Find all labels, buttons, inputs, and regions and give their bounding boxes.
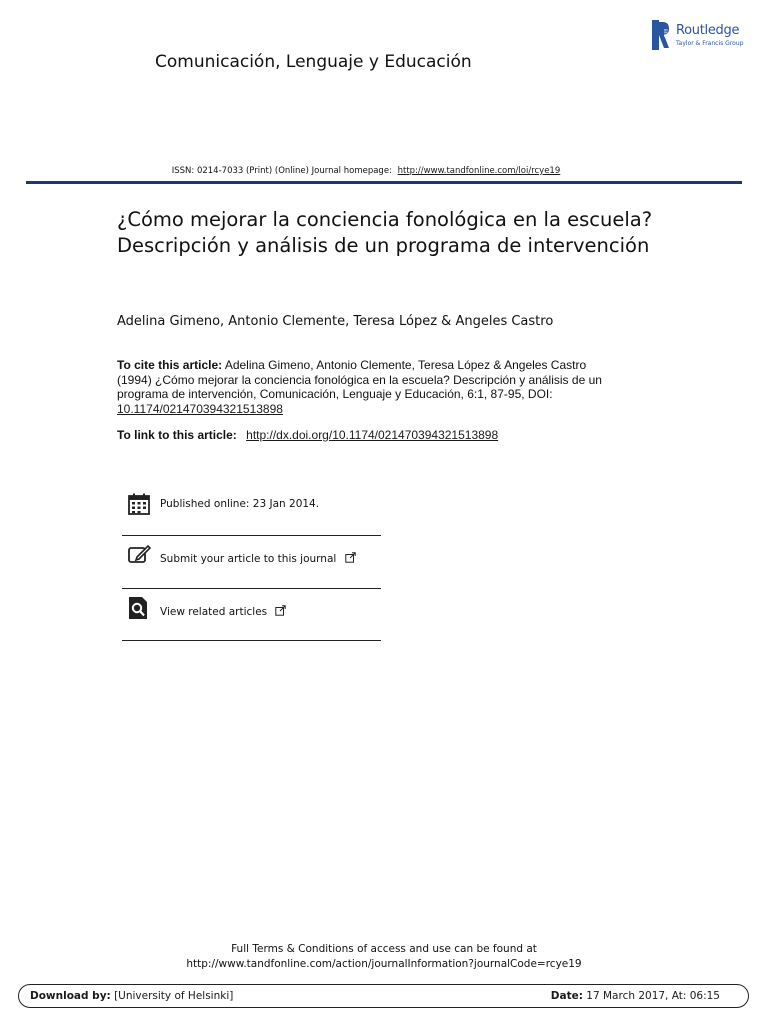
external-link-icon <box>345 552 356 563</box>
submit-article-link[interactable] <box>160 552 356 565</box>
article-title: ¿Cómo mejorar la conciencia fonológica en la escuela? Descripción y análisis de un programa de intervención <box>117 208 653 257</box>
routledge-logo-icon <box>652 20 670 50</box>
info-divider <box>122 588 381 589</box>
external-link-icon <box>275 605 286 616</box>
published-online-text: Published online: 23 Jan 2014. <box>160 498 320 510</box>
publisher-name: Routledge <box>676 23 740 38</box>
terms-url[interactable]: http://www.tandfonline.com/action/journalInformation?journalCode=rcye19 <box>186 958 582 970</box>
doi-link[interactable]: 10.1174/021470394321513898 <box>117 401 283 416</box>
issn-line <box>0 166 732 176</box>
header-divider <box>26 181 742 184</box>
svg-text:PUB: PUB <box>663 28 669 37</box>
download-date-value: 17 March 2017, At: 06:15 <box>586 990 720 1002</box>
citation-block <box>117 358 607 416</box>
journal-title: Comunicación, Lenguaje y Educación <box>155 52 472 72</box>
journal-homepage-link[interactable]: http://www.tandfonline.com/loi/rcye19 <box>397 166 561 176</box>
download-by-label: Download by: <box>30 990 111 1002</box>
cite-label: To cite this article: <box>117 358 223 372</box>
terms-notice <box>0 942 768 972</box>
article-authors: Adelina Gimeno, Antonio Clemente, Teresa López & Angeles Castro <box>117 314 554 329</box>
link-label: To link to this article: <box>117 428 237 442</box>
calendar-icon <box>127 492 151 516</box>
related-articles-link[interactable] <box>160 605 286 618</box>
search-document-icon <box>127 596 151 620</box>
info-divider <box>122 535 381 536</box>
download-by <box>30 990 233 1002</box>
terms-line-1: Full Terms & Conditions of access and use can be found at <box>231 943 537 955</box>
edit-icon <box>127 543 151 567</box>
submit-article-row[interactable] <box>122 540 381 592</box>
related-articles-label: View related articles <box>160 606 268 618</box>
related-articles-row[interactable] <box>122 593 381 645</box>
download-date-label: Date: <box>550 990 583 1002</box>
issn-text: ISSN: 0214-7033 (Print) (Online) Journal homepage: <box>171 166 392 176</box>
info-divider <box>122 640 381 641</box>
download-by-value: [University of Helsinki] <box>114 990 234 1002</box>
article-link-line <box>117 428 498 442</box>
publisher-tagline: Taylor & Francis Group <box>676 40 744 47</box>
article-doi-url-link[interactable]: http://dx.doi.org/10.1174/021470394321513898 <box>246 428 499 442</box>
cite-text: Adelina Gimeno, Antonio Clemente, Teresa López & Angeles Castro (1994) ¿Cómo mejorar la conciencia fonológica en la escuela? Descripción y análisis de un programa de intervención, Comunicación, Lenguaje y Educación, 6:1, 87-95, DOI: <box>117 358 602 401</box>
publisher-logo <box>652 20 752 50</box>
submit-article-label: Submit your article to this journal <box>160 553 337 565</box>
download-date <box>551 990 720 1002</box>
download-info-bar <box>18 984 749 1008</box>
